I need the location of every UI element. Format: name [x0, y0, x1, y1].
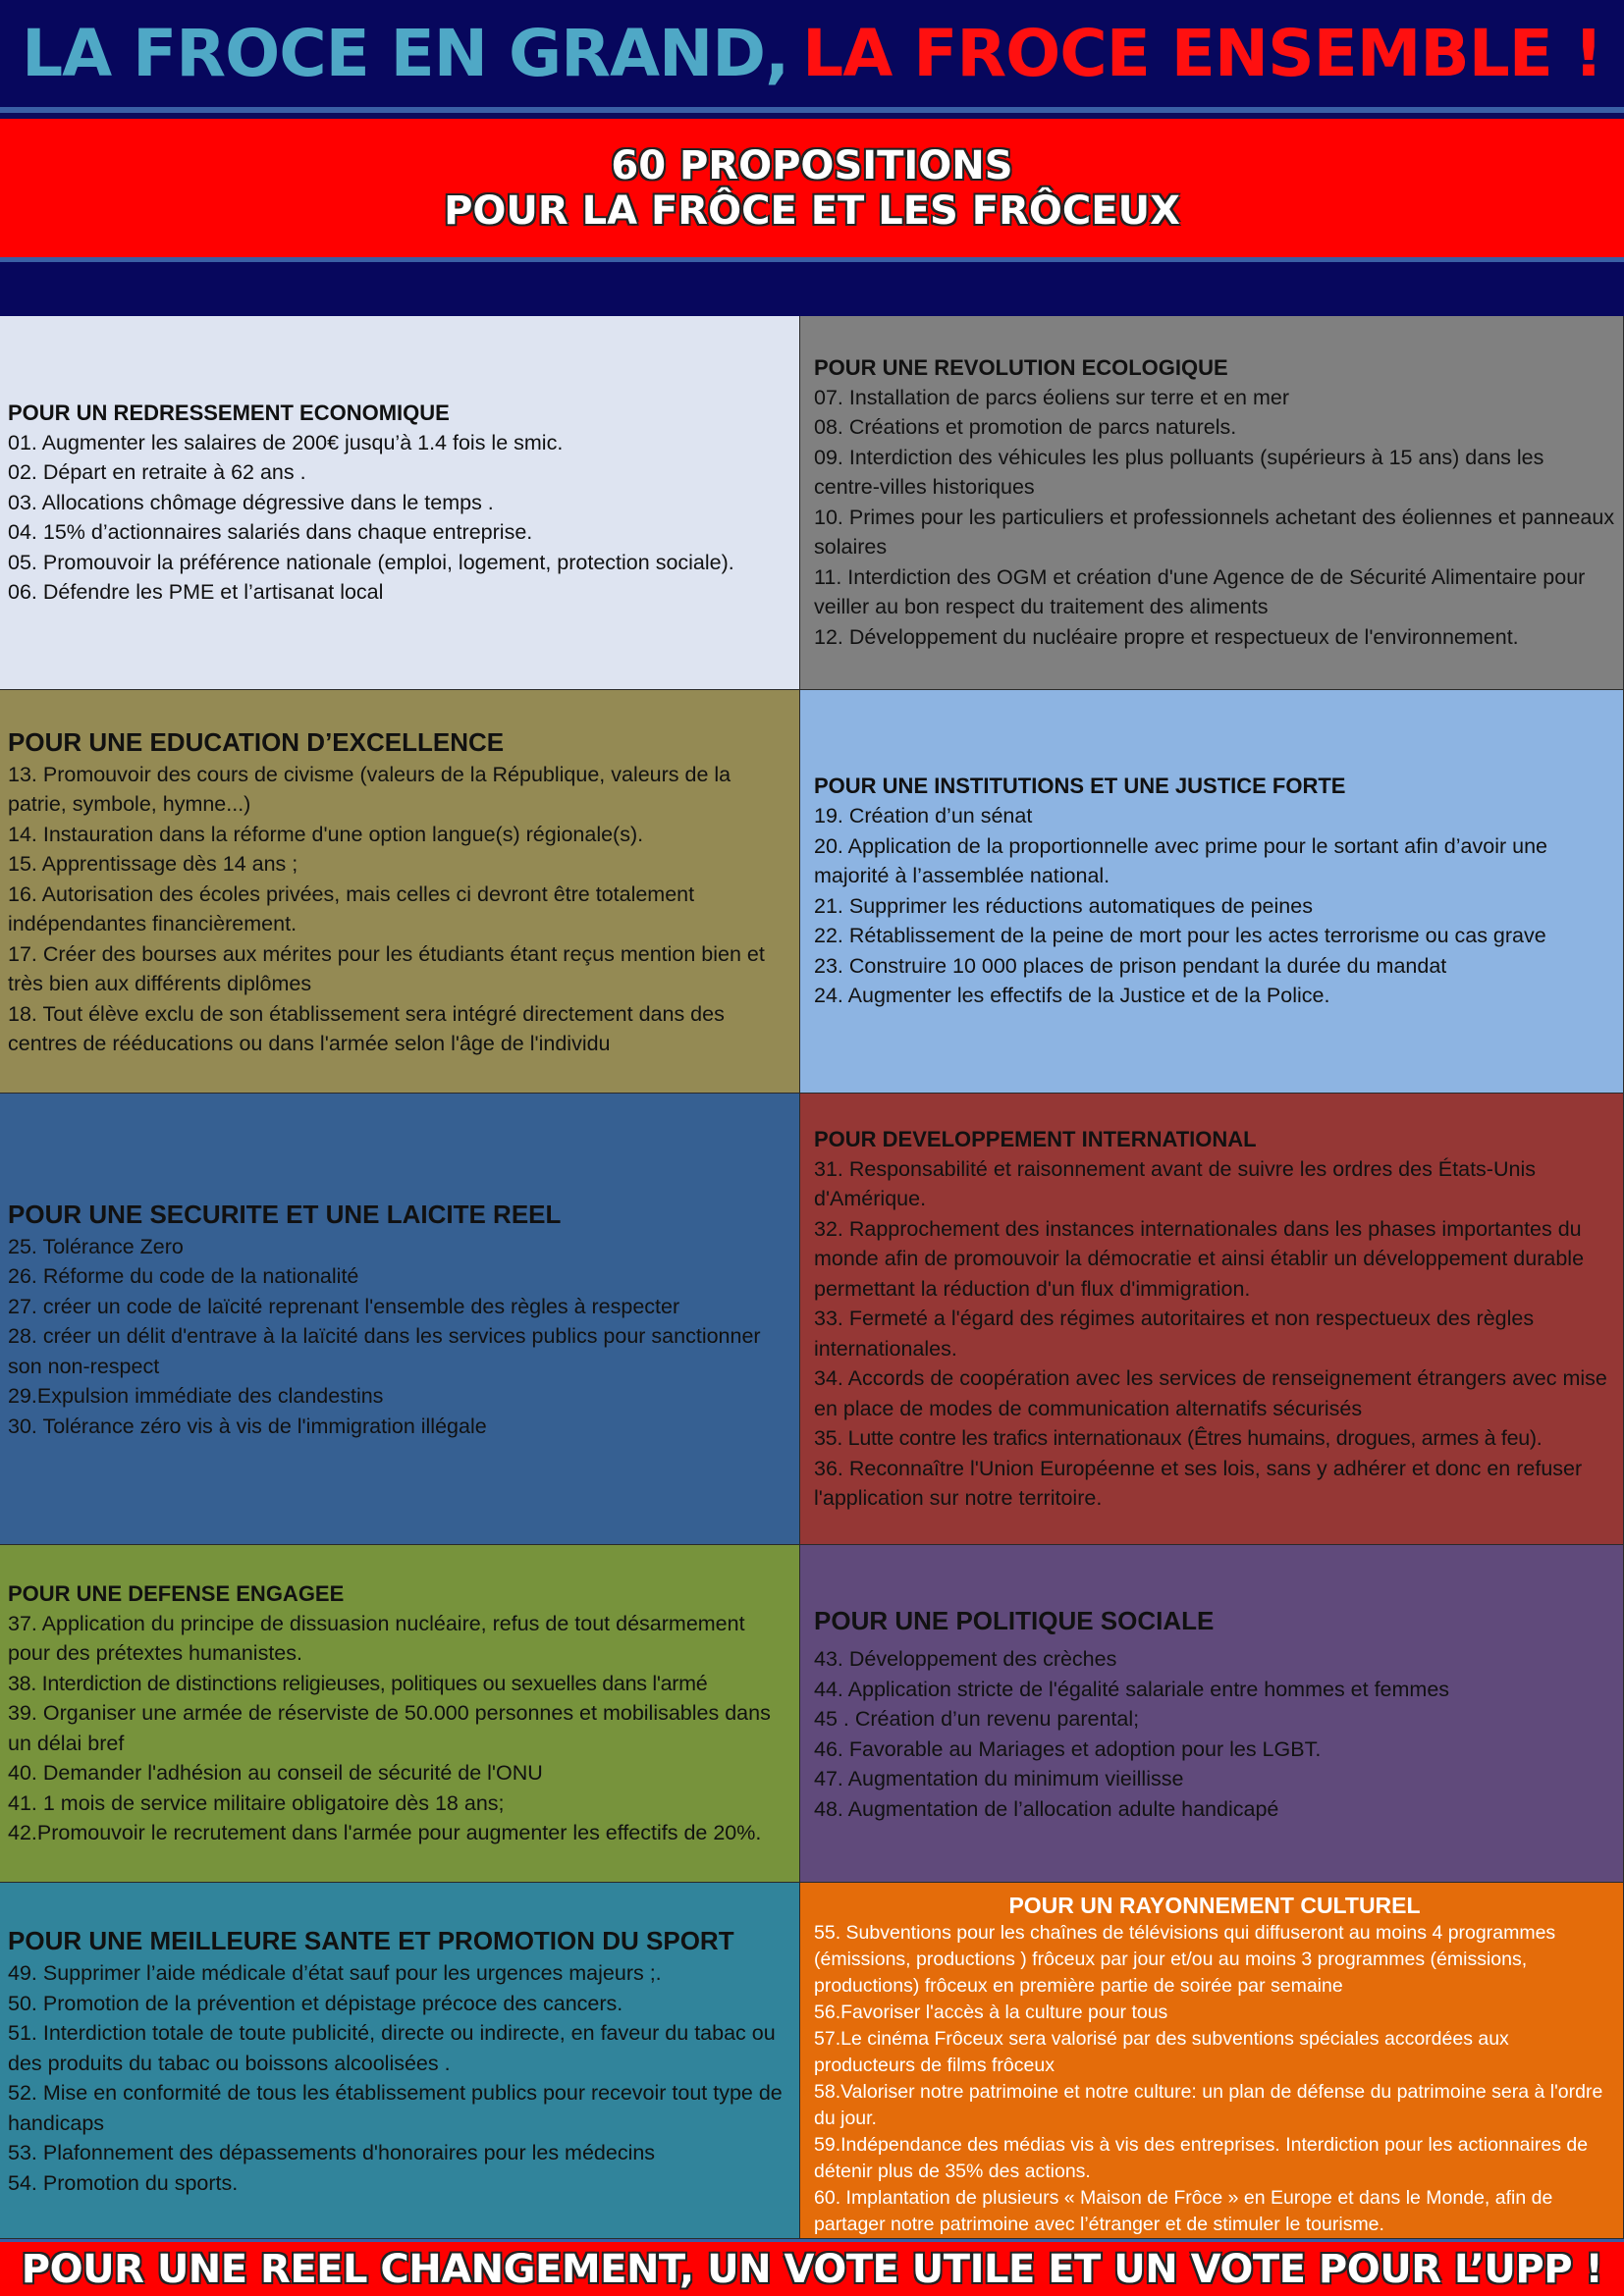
proposal-item: 38. Interdiction de distinctions religieuses, politiques ou sexuelles dans l'armé: [8, 1671, 708, 1695]
section-title: POUR UNE SECURITE ET UNE LAICITE REEL: [8, 1199, 562, 1229]
footer-banner: [0, 2239, 1624, 2296]
proposal-item: 52. Mise en conformité de tous les établissement publics pour recevoir tout type de handicaps: [8, 2081, 783, 2135]
proposal-item: 55. Subventions pour les chaînes de télévisions qui diffuseront au moins 4 programmes (émissions, productions ) frôceux par jour et/ou au moins 3 programmes (émissions, productions) frôceux en première partie de soirée par semaine: [814, 1922, 1556, 1997]
proposal-item: 37. Application du principe de dissuasion nucléaire, refus de tout désarmement pour des prétextes humanistes.: [8, 1611, 745, 1665]
proposal-item: 14. Instauration dans la réforme d'une option langue(s) régionale(s).: [8, 822, 644, 846]
section-title: POUR UNE DEFENSE ENGAGEE: [8, 1580, 345, 1606]
main-title-part1: LA FROCE EN GRAND,: [22, 16, 789, 91]
proposal-item: 16. Autorisation des écoles privées, mais celles ci devront être totalement indépendantes financièrement.: [8, 881, 695, 935]
header-banner: [0, 0, 1624, 113]
section-sociale: [800, 1545, 1624, 1883]
proposal-item: 33. Fermeté a l'égard des régimes autoritaires et non respectueux des règles internationales.: [814, 1307, 1535, 1361]
proposal-item: 17. Créer des bourses aux mérites pour les étudiants étant reçus mention bien et très bien aux différents diplômes: [8, 941, 765, 995]
proposal-item: 48. Augmentation de l’allocation adulte handicapé: [814, 1796, 1279, 1821]
proposal-item: 51. Interdiction totale de toute publicité, directe ou indirecte, en faveur du tabac ou des produits du tabac ou boissons alcoolisées .: [8, 2021, 776, 2075]
section-ecologie: [800, 316, 1624, 690]
proposal-item: 41. 1 mois de service militaire obligatoire dès 18 ans;: [8, 1790, 505, 1815]
proposal-item: 23. Construire 10 000 places de prison pendant la durée du mandat: [814, 953, 1447, 978]
proposal-item: 34. Accords de coopération avec les services de renseignement étrangers avec mise en place de modes de communication alternatifs sécurisés: [814, 1366, 1607, 1420]
proposal-item: 09. Interdiction des véhicules les plus polluants (supérieurs à 15 ans) dans les centre-villes historiques: [814, 445, 1544, 500]
section-culture: [800, 1883, 1624, 2239]
section-sante: [0, 1883, 800, 2239]
proposal-item: 03. Allocations chômage dégressive dans le temps .: [8, 490, 494, 514]
proposal-item: 46. Favorable au Mariages et adoption pour les LGBT.: [814, 1736, 1322, 1761]
proposal-item: 28. créer un délit d'entrave à la laïcité dans les services publics pour sanctionner son non-respect: [8, 1324, 761, 1378]
section-education: [0, 690, 800, 1094]
section-international: [800, 1094, 1624, 1545]
proposal-item: 12. Développement du nucléaire propre et respectueux de l'environnement.: [814, 624, 1519, 649]
proposal-item: 25. Tolérance Zero: [8, 1234, 184, 1258]
proposal-item: 45 . Création d’un revenu parental;: [814, 1707, 1140, 1731]
proposal-item: 42.Promouvoir le recrutement dans l'armée pour augmenter les effectifs de 20%.: [8, 1821, 762, 1844]
section-title: POUR UNE POLITIQUE SOCIALE: [814, 1606, 1215, 1635]
proposal-item: 54. Promotion du sports.: [8, 2170, 239, 2195]
proposal-item: 58.Valoriser notre patrimoine et notre culture: un plan de défense du patrimoine sera à l'ordre du jour.: [814, 2081, 1603, 2129]
proposal-item: 06. Défendre les PME et l’artisanat local: [8, 580, 384, 604]
section-title: POUR UNE EDUCATION D’EXCELLENCE: [8, 726, 505, 757]
proposal-item: 01. Augmenter les salaires de 200€ jusqu’à 1.4 fois le smic.: [8, 430, 564, 454]
proposal-item: 22. Rétablissement de la peine de mort pour les actes terrorisme ou cas grave: [814, 924, 1546, 948]
proposal-item: 49. Supprimer l’aide médicale d’état sauf pour les urgences majeurs ;.: [8, 1961, 662, 1985]
proposal-item: 60. Implantation de plusieurs « Maison de Frôce » en Europe et dans le Monde, afin de partager notre patrimoine avec l’étranger et de stimuler le tourisme.: [814, 2187, 1553, 2235]
proposal-item: 50. Promotion de la prévention et dépistage précoce des cancers.: [8, 1991, 623, 2015]
proposal-item: 05. Promouvoir la préférence nationale (emploi, logement, protection sociale).: [8, 550, 734, 574]
proposal-item: 32. Rapprochement des instances internationales dans les phases importantes du monde afin de promouvoir la démocratie et ainsi établir un développement durable permettant la réduction d'un flux d'immigration.: [814, 1216, 1585, 1301]
proposal-item: 10. Primes pour les particuliers et professionnels achetant des éoliennes et panneaux solaires: [814, 505, 1615, 560]
subtitle-line1: 60 PROPOSITIONS: [611, 142, 1013, 188]
proposal-item: 08. Créations et promotion de parcs naturels.: [814, 415, 1237, 440]
proposal-item: 21. Supprimer les réductions automatiques de peines: [814, 893, 1313, 918]
proposal-item: 56.Favoriser l'accès à la culture pour tous: [814, 2002, 1168, 2023]
proposal-item: 44. Application stricte de l'égalité salariale entre hommes et femmes: [814, 1677, 1450, 1701]
proposal-item: 36. Reconnaître l'Union Européenne et ses lois, sans y adhérer et donc en refuser l'application sur notre territoire.: [814, 1456, 1583, 1510]
section-defense: [0, 1545, 800, 1883]
proposal-item: 24. Augmenter les effectifs de la Justice et de la Police.: [814, 984, 1330, 1008]
proposal-item: 19. Création d’un sénat: [814, 804, 1033, 828]
subtitle-line2: POUR LA FRÔCE ET LES FRÔCEUX: [444, 187, 1180, 234]
section-securite: [0, 1094, 800, 1545]
proposal-item: 15. Apprentissage dès 14 ans ;: [8, 852, 298, 876]
proposal-item: 13. Promouvoir des cours de civisme (valeurs de la République, valeurs de la patrie, symbole, hymne...): [8, 762, 731, 816]
section-title: POUR UNE INSTITUTIONS ET UNE JUSTICE FORTE: [814, 774, 1346, 799]
proposal-item: 11. Interdiction des OGM et création d'une Agence de de Sécurité Alimentaire pour veiller au bon respect du traitement des aliments: [814, 564, 1586, 619]
proposal-item: 53. Plafonnement des dépassements d'honoraires pour les médecins: [8, 2141, 656, 2164]
section-title: POUR UNE MEILLEURE SANTE ET PROMOTION DU SPORT: [8, 1926, 734, 1955]
main-title-part2: LA FROCE ENSEMBLE !: [802, 16, 1602, 91]
proposal-item: 59.Indépendance des médias vis à vis des entreprises. Interdiction pour les actionnaires de détenir plus de 35% des actions.: [814, 2134, 1589, 2182]
proposal-item: 40. Demander l'adhésion au conseil de sécurité de l'ONU: [8, 1761, 543, 1785]
proposal-item: 35. Lutte contre les trafics internationaux (Êtres humains, drogues, armes à feu).: [814, 1426, 1543, 1450]
proposal-item: 02. Départ en retraite à 62 ans .: [8, 460, 306, 484]
proposal-item: 43. Développement des crèches: [814, 1647, 1117, 1671]
section-economie: [0, 316, 800, 690]
proposal-item: 39. Organiser une armée de réserviste de 50.000 personnes et mobilisables dans un délai bref: [8, 1701, 771, 1755]
divider-strip: [0, 262, 1624, 316]
section-title: POUR UN REDRESSEMENT ECONOMIQUE: [8, 400, 450, 425]
proposal-item: 29.Expulsion immédiate des clandestins: [8, 1384, 384, 1409]
subtitle-banner: [0, 119, 1624, 262]
section-title: POUR UNE REVOLUTION ECOLOGIQUE: [814, 354, 1228, 380]
section-justice: [800, 690, 1624, 1094]
proposal-item: 04. 15% d’actionnaires salariés dans chaque entreprise.: [8, 520, 533, 544]
section-title: POUR UN RAYONNEMENT CULTUREL: [1008, 1893, 1421, 1918]
footer-slogan: POUR UNE REEL CHANGEMENT, UN VOTE UTILE ET UN VOTE POUR L’UPP !: [21, 2246, 1603, 2292]
section-title: POUR DEVELOPPEMENT INTERNATIONAL: [814, 1126, 1257, 1151]
proposal-item: 20. Application de la proportionnelle avec prime pour le sortant afin d’avoir une majorité à l’assemblée national.: [814, 833, 1547, 888]
proposal-item: 18. Tout élève exclu de son établissement sera intégré directement dans des centres de rééducations ou dans l'armée selon l'âge de l'individu: [8, 1001, 725, 1055]
proposal-item: 30. Tolérance zéro vis à vis de l'immigration illégale: [8, 1414, 487, 1438]
proposal-item: 31. Responsabilité et raisonnement avant de suivre les ordres des États-Unis d'Amérique.: [814, 1156, 1536, 1210]
proposal-item: 47. Augmentation du minimum vieillisse: [814, 1767, 1184, 1790]
proposal-item: 27. créer un code de laïcité reprenant l'ensemble des règles à respecter: [8, 1294, 680, 1318]
proposal-item: 26. Réforme du code de la nationalité: [8, 1264, 359, 1289]
proposal-item: 57.Le cinéma Frôceux sera valorisé par des subventions spéciales accordées aux producteurs de films frôceux: [814, 2028, 1509, 2076]
proposal-item: 07. Installation de parcs éoliens sur terre et en mer: [814, 385, 1290, 409]
